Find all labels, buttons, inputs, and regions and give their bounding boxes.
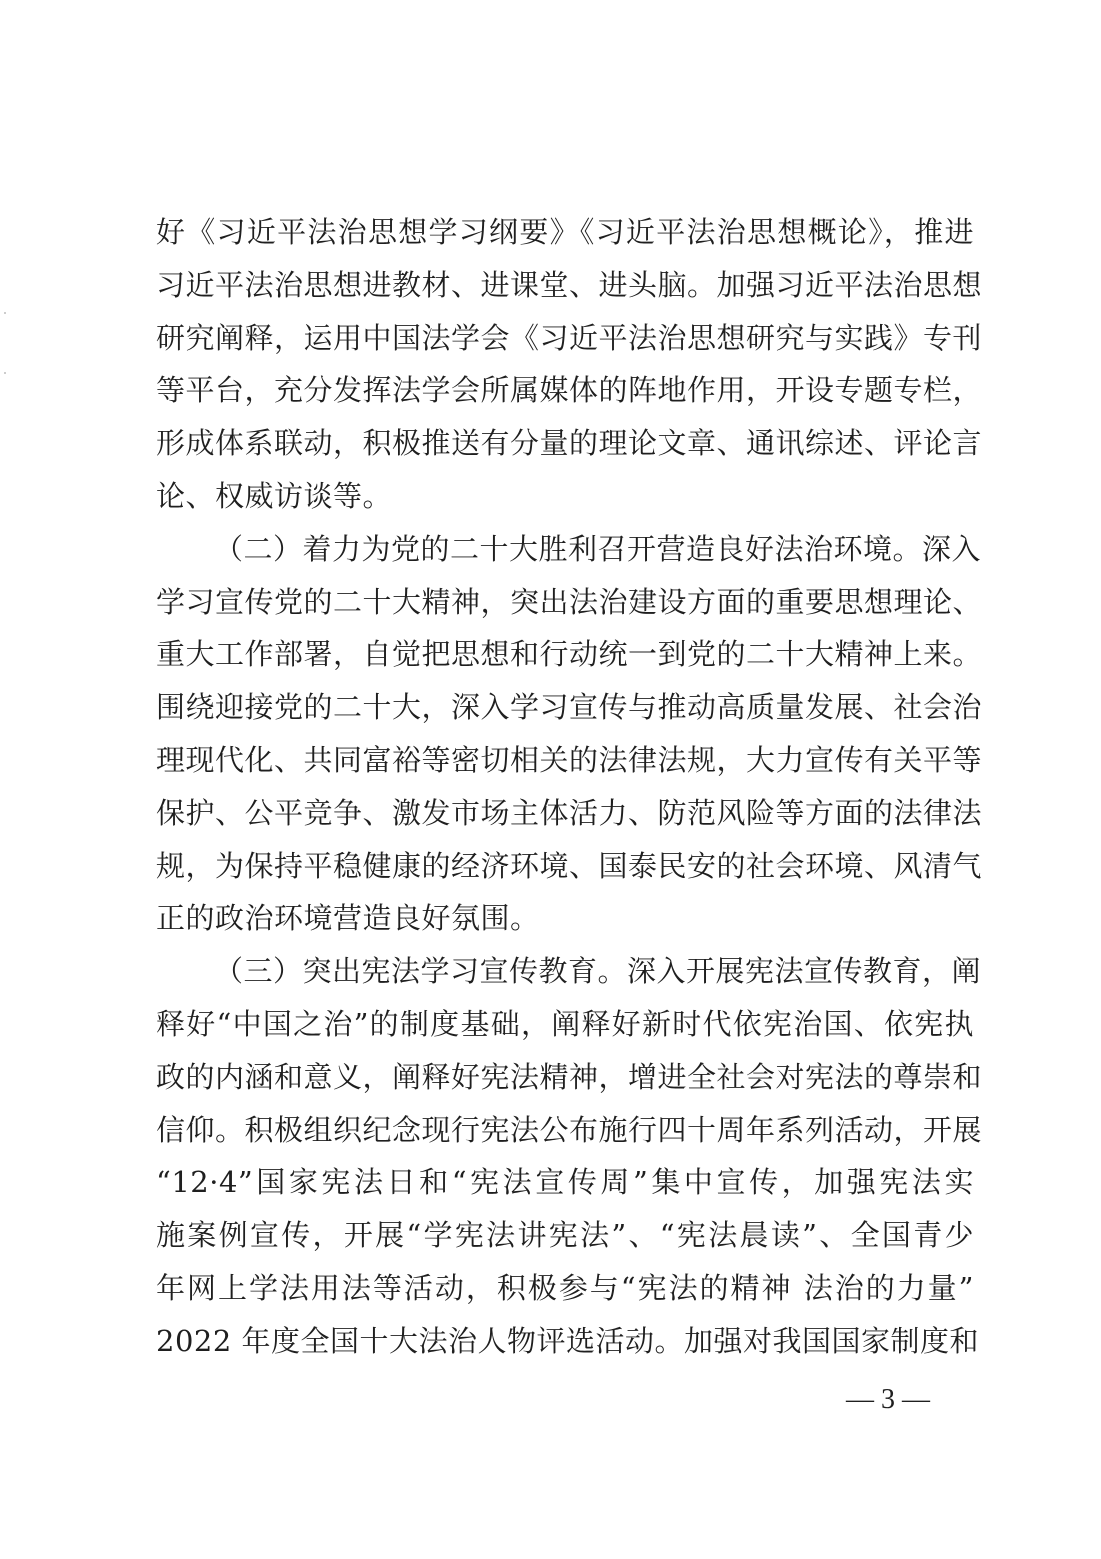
text-line: 规，为保持平稳健康的经济环境、国泰民安的社会环境、风清气 — [156, 848, 983, 883]
text-line: 论、权威访谈等。 — [156, 478, 393, 513]
text-line: 施案例宣传，开展“学宪法讲宪法”、“宪法晨读”、全国青少 — [156, 1218, 974, 1253]
scan-speck — [4, 312, 6, 314]
text-span: 深入 — [922, 531, 982, 566]
text-line: 释好“中国之治”的制度基础，阐释好新时代依宪治国、依宪执 — [156, 1006, 974, 1041]
scan-speck — [4, 372, 6, 374]
text-span: 深入开展宪法宣传教育，阐 — [627, 954, 982, 989]
section-first-line — [156, 945, 982, 998]
text-line: 习近平法治思想进教材、进课堂、进头脑。加强习近平法治思想 — [156, 267, 983, 302]
text-line: 保护、公平竞争、激发市场主体活力、防范风险等方面的法律法 — [156, 795, 983, 830]
section-heading: （三）突出宪法学习宣传教育。 — [214, 954, 628, 989]
text-line: 政的内涵和意义，阐释好宪法精神，增进全社会对宪法的尊崇和 — [156, 1059, 983, 1094]
text-line: 年网上学法用法等活动，积极参与“宪法的精神 法治的力量” — [156, 1270, 974, 1305]
body-text — [156, 206, 983, 1368]
text-line: 好《习近平法治思想学习纲要》《习近平法治思想概论》，推进 — [156, 215, 974, 249]
page-number: — 3 — — [846, 1384, 930, 1415]
section-heading: （二）着力为党的二十大胜利召开营造良好法治环境。 — [214, 531, 923, 566]
text-line: 信仰。积极组织纪念现行宪法公布施行四十周年系列活动，开展 — [156, 1112, 983, 1147]
text-line: 正的政治环境营造良好氛围。 — [156, 901, 540, 936]
text-line: 重大工作部署，自觉把思想和行动统一到党的二十大精神上来。 — [156, 637, 983, 672]
text-line: 形成体系联动，积极推送有分量的理论文章、通讯综述、评论言 — [156, 426, 983, 461]
text-line: 等平台，充分发挥法学会所属媒体的阵地作用，开设专题专栏， — [156, 373, 983, 408]
text-line: “12·4”国家宪法日和“宪法宣传周”集中宣传，加强宪法实 — [156, 1165, 974, 1200]
text-line: 2022 年度全国十大法治人物评选活动。加强对我国国家制度和 — [156, 1323, 980, 1358]
text-line: 研究阐释，运用中国法学会《习近平法治思想研究与实践》专刊 — [156, 320, 983, 355]
text-line: 围绕迎接党的二十大，深入学习宣传与推动高质量发展、社会治 — [156, 690, 983, 725]
section-first-line — [156, 523, 982, 576]
text-line: 学习宣传党的二十大精神，突出法治建设方面的重要思想理论、 — [156, 584, 983, 619]
text-line: 理现代化、共同富裕等密切相关的法律法规，大力宣传有关平等 — [156, 742, 983, 777]
